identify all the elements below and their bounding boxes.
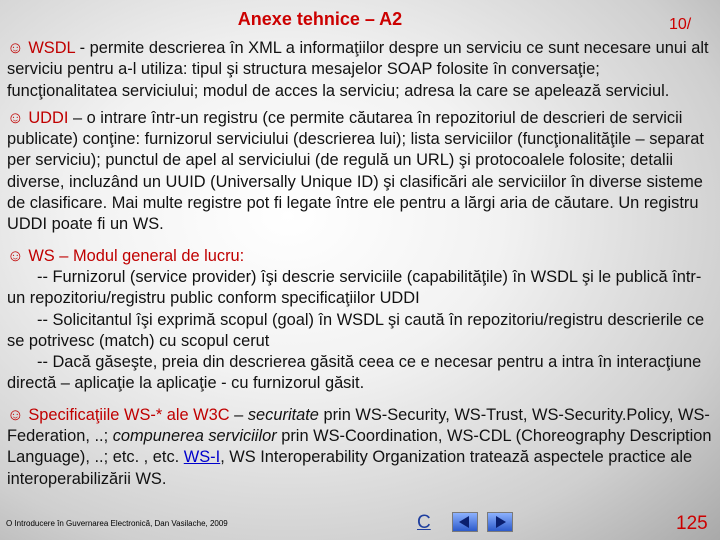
smiley-bullet-icon: ☺	[7, 246, 24, 265]
slide-body	[7, 38, 713, 490]
ws-i-link[interactable]: WS-I	[183, 448, 221, 467]
nav-contents-link[interactable]: C	[417, 512, 431, 533]
term-uddi: UDDI	[28, 108, 69, 127]
slide-number: 125	[676, 513, 708, 534]
security-term: securitate	[247, 405, 319, 424]
paragraph-ws-specs: ☺ Specificaţiile WS-* ale W3C – securitate prin WS-Security, WS-Trust, WS-Security.Policy, WS-Federation, ..; compunerea serviciilor prin WS-Coordination, WS-CDL (Choreography Description Language), ..; etc. , etc. WS-I, WS Interoperability Organization tratează aspectele practice ale interoperabilizării WS.	[7, 405, 712, 488]
paragraph-ws-general	[7, 246, 713, 267]
ws-heading: WS – Modul general de lucru:	[28, 246, 245, 265]
nav-prev-button[interactable]	[452, 512, 478, 532]
paragraph-wsdl	[7, 38, 713, 102]
slide-title: Anexe tehnice – A2	[237, 9, 403, 29]
ws-match-line: -- Dacă găseşte, preia din descrierea găsită ceea ce e necesar pentru a intra în interacţiune directă – aplicaţie la aplicaţie - cu furnizorul găsit.	[7, 353, 702, 393]
ws-requester-line: -- Solicitantul îşi exprimă scopul (goal) în WSDL şi caută în repozitoriu/registru descrierile ce se potrivesc (match) cu scopul cerut	[7, 310, 705, 350]
footer-credit: O Introducere în Guvernarea Electronică, Dan Vasilache, 2009	[6, 519, 228, 528]
arrow-left-icon	[452, 512, 478, 532]
smiley-bullet-icon: ☺	[7, 108, 24, 127]
wsdl-description: - permite descrierea în XML a informaţiilor despre un serviciu ce sunt necesare unui alt serviciu pentru a-l utiliza: tipul şi structura mesajelor SOAP folosite în conversaţie; funcţionalitatea serviciului; modul de acces la serviciu; adresa la care se apelează serviciul.	[7, 39, 709, 100]
smiley-bullet-icon: ☺	[7, 405, 24, 424]
composition-term: compunerea serviciilor	[112, 427, 277, 446]
term-wsdl: WSDL	[28, 39, 76, 57]
paragraph-uddi	[7, 108, 713, 236]
uddi-description: – o intrare într-un registru (ce permite căutarea în repozitoriul de descrieri de servicii publicate) conţine: furnizorul serviciului (descrierea lui); lista serviciilor (funcţionalităţile – separat per serviciu); punctul de apel al serviciului (de regulă un URL) şi protocoalele folosite; detalii diverse, incluzând un UUID (Universally Unique ID) şi clasificări ale serviciilor în diverse sisteme de clasificare. Mai multe registre pot fi legate între ele pentru a lărgi aria de căutare. Un registru UDDI poate fi un WS.	[7, 108, 704, 234]
term-ws-specs: Specificaţiile WS-* ale W3C	[28, 405, 230, 424]
smiley-bullet-icon: ☺	[7, 39, 24, 57]
page-label: 10/	[669, 16, 692, 33]
ws-provider-line: -- Furnizorul (service provider) îşi descrie serviciile (capabilităţile) în WSDL şi le publică într-un repozitoriu/registru public conform specificaţiilor UDDI	[7, 267, 702, 308]
arrow-right-icon	[487, 512, 513, 532]
nav-next-button[interactable]	[487, 512, 513, 532]
